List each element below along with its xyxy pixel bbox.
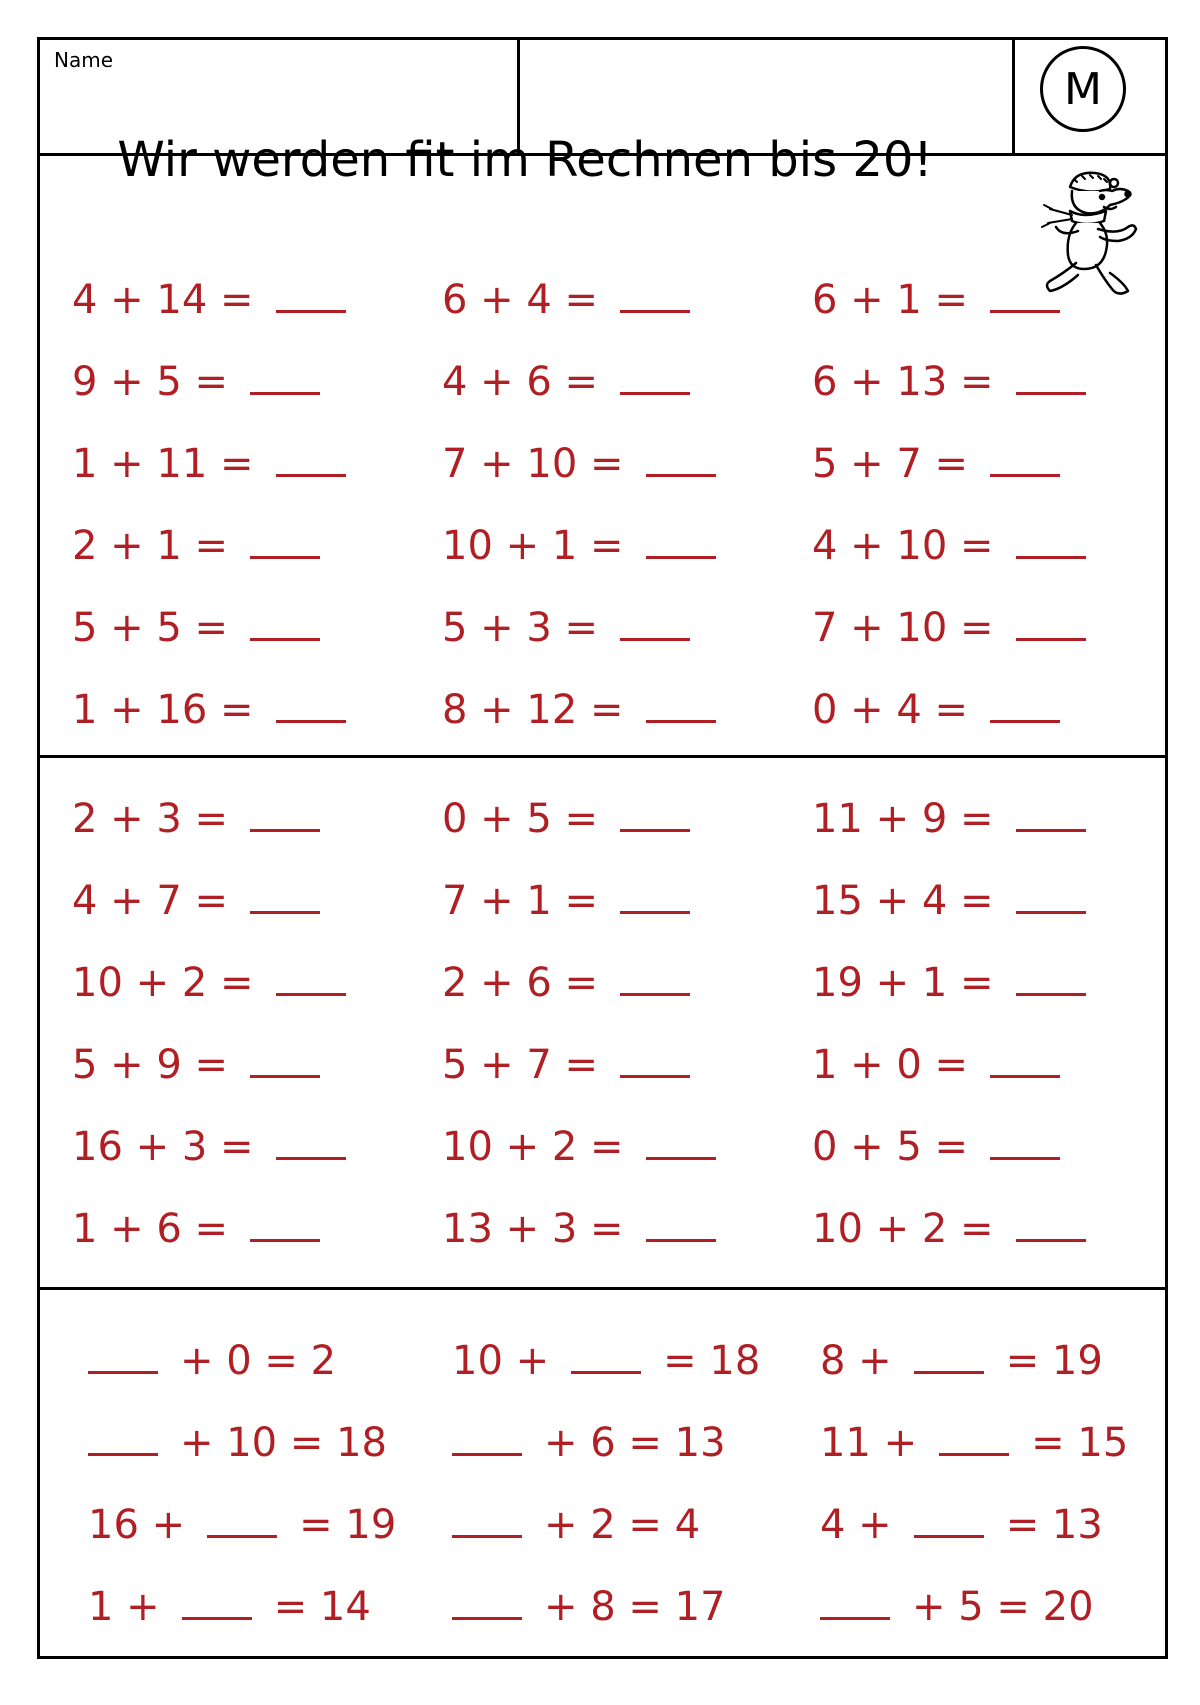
answer-blank[interactable] [1016,360,1086,395]
equation-prefix: 1 + [88,1584,160,1630]
answer-blank[interactable] [88,1421,158,1456]
missing-addend-equation [452,1338,761,1384]
equation-text: 7 + 10 = [442,441,624,487]
equation-suffix: + 10 = 18 [180,1420,387,1466]
answer-blank[interactable] [914,1339,984,1374]
equation-prefix: 16 + [88,1502,186,1548]
answer-blank[interactable] [620,961,690,996]
equation [812,441,1060,487]
equation [442,687,716,733]
equation [442,605,690,651]
equation-text: 0 + 5 = [442,796,599,842]
equation [72,359,320,405]
equation [812,359,1086,405]
answer-blank[interactable] [276,688,346,723]
equation-suffix: + 6 = 13 [544,1420,726,1466]
missing-addend-equation [452,1584,726,1630]
missing-addend-equation [88,1338,337,1384]
equation-text: 4 + 10 = [812,523,994,569]
equation-text: 2 + 6 = [442,960,599,1006]
answer-blank[interactable] [620,797,690,832]
answer-blank[interactable] [646,688,716,723]
equation-text: 4 + 14 = [72,277,254,323]
equation-text: 19 + 1 = [812,960,994,1006]
equation-text: 0 + 4 = [812,687,969,733]
equation-text: 8 + 12 = [442,687,624,733]
equation [72,523,320,569]
equation-text: 7 + 1 = [442,878,599,924]
equation-prefix: 11 + [820,1420,918,1466]
answer-blank[interactable] [250,879,320,914]
equation [812,277,1060,323]
equation-text: 10 + 2 = [72,960,254,1006]
equation [812,878,1086,924]
answer-blank[interactable] [646,1125,716,1160]
equation [72,441,346,487]
answer-blank[interactable] [990,278,1060,313]
equation [812,605,1086,651]
answer-blank[interactable] [646,442,716,477]
answer-blank[interactable] [646,524,716,559]
answer-blank[interactable] [250,1043,320,1078]
answer-blank[interactable] [250,524,320,559]
answer-blank[interactable] [990,442,1060,477]
equation [442,359,690,405]
equation-suffix: = 15 [1031,1420,1129,1466]
equation [72,960,346,1006]
missing-addend-equation [820,1420,1129,1466]
answer-blank[interactable] [276,278,346,313]
equation [442,1042,690,1088]
equation-prefix: 4 + [820,1502,892,1548]
equation [442,796,690,842]
missing-addend-equation [452,1502,701,1548]
answer-blank[interactable] [276,961,346,996]
equation-suffix: = 19 [1005,1338,1103,1384]
answer-blank[interactable] [207,1503,277,1538]
equation [72,796,320,842]
equation-suffix: + 5 = 20 [912,1584,1094,1630]
equation-prefix: 10 + [452,1338,550,1384]
equation [72,878,320,924]
missing-addend-equation [88,1502,397,1548]
answer-blank[interactable] [250,606,320,641]
equation-text: 2 + 3 = [72,796,229,842]
missing-addend-equation [88,1584,371,1630]
equation-text: 5 + 7 = [812,441,969,487]
equation-prefix: 8 + [820,1338,892,1384]
equation [812,1124,1060,1170]
answer-blank[interactable] [276,442,346,477]
answer-blank[interactable] [990,1043,1060,1078]
answer-blank[interactable] [1016,524,1086,559]
equation-text: 15 + 4 = [812,878,994,924]
equation-text: 5 + 7 = [442,1042,599,1088]
equation [812,1042,1060,1088]
answer-blank[interactable] [620,1043,690,1078]
section-divider-2 [40,1287,1165,1290]
equation [72,1042,320,1088]
level-badge [1040,46,1126,132]
answer-blank[interactable] [452,1421,522,1456]
answer-blank[interactable] [939,1421,1009,1456]
answer-blank[interactable] [1016,879,1086,914]
equation [72,605,320,651]
equation [442,1124,716,1170]
equation-text: 11 + 9 = [812,796,994,842]
equation [812,523,1086,569]
answer-blank[interactable] [571,1339,641,1374]
answer-blank[interactable] [1016,606,1086,641]
missing-addend-equation [88,1420,387,1466]
answer-blank[interactable] [182,1585,252,1620]
answer-blank[interactable] [914,1503,984,1538]
equation-text: 2 + 1 = [72,523,229,569]
equation [812,960,1086,1006]
equation [442,960,690,1006]
level-letter: M [1064,63,1102,115]
answer-blank[interactable] [990,1125,1060,1160]
missing-addend-equation [452,1420,726,1466]
equation [72,687,346,733]
equation [72,277,346,323]
answer-blank[interactable] [250,1207,320,1242]
equation-suffix: = 13 [1005,1502,1103,1548]
equation-text: 5 + 3 = [442,605,599,651]
equation [442,277,690,323]
equation [812,796,1086,842]
equation-suffix: = 14 [273,1584,371,1630]
equation-text: 4 + 7 = [72,878,229,924]
answer-blank[interactable] [276,1125,346,1160]
missing-addend-equation [820,1502,1103,1548]
equation-text: 13 + 3 = [442,1206,624,1252]
equation-text: 5 + 9 = [72,1042,229,1088]
equation-suffix: + 8 = 17 [544,1584,726,1630]
equation [442,1206,716,1252]
section-divider-1 [40,755,1165,758]
answer-blank[interactable] [820,1585,890,1620]
answer-blank[interactable] [452,1503,522,1538]
answer-blank[interactable] [250,360,320,395]
missing-addend-equation [820,1338,1103,1384]
answer-blank[interactable] [646,1207,716,1242]
equation-text: 9 + 5 = [72,359,229,405]
equation-text: 6 + 4 = [442,277,599,323]
equation-suffix: = 18 [663,1338,761,1384]
answer-blank[interactable] [1016,797,1086,832]
equation [72,1124,346,1170]
answer-blank[interactable] [88,1339,158,1374]
answer-blank[interactable] [1016,961,1086,996]
equation-text: 10 + 2 = [442,1124,624,1170]
equation-text: 16 + 3 = [72,1124,254,1170]
equation-text: 5 + 5 = [72,605,229,651]
equation [442,523,716,569]
answer-blank[interactable] [452,1585,522,1620]
equation-text: 6 + 1 = [812,277,969,323]
equation-text: 0 + 5 = [812,1124,969,1170]
name-label: Name [54,48,114,72]
answer-blank[interactable] [990,688,1060,723]
equation-text: 1 + 6 = [72,1206,229,1252]
equation-text: 1 + 0 = [812,1042,969,1088]
equation-text: 4 + 6 = [442,359,599,405]
equation-suffix: = 19 [299,1502,397,1548]
equation [442,441,716,487]
equation-suffix: + 0 = 2 [180,1338,337,1384]
equation-text: 1 + 11 = [72,441,254,487]
page-title: Wir werden fit im Rechnen bis 20! [117,132,933,188]
equation [812,687,1060,733]
equation-text: 7 + 10 = [812,605,994,651]
equation [442,878,690,924]
equation-text: 10 + 2 = [812,1206,994,1252]
level-cell [1015,40,1165,153]
answer-blank[interactable] [620,606,690,641]
answer-blank[interactable] [620,360,690,395]
equation-text: 1 + 16 = [72,687,254,733]
equation [812,1206,1086,1252]
answer-blank[interactable] [250,797,320,832]
answer-blank[interactable] [620,278,690,313]
answer-blank[interactable] [620,879,690,914]
equation [72,1206,320,1252]
missing-addend-equation [820,1584,1094,1630]
equation-text: 10 + 1 = [442,523,624,569]
equation-text: 6 + 13 = [812,359,994,405]
answer-blank[interactable] [1016,1207,1086,1242]
equation-suffix: + 2 = 4 [544,1502,701,1548]
